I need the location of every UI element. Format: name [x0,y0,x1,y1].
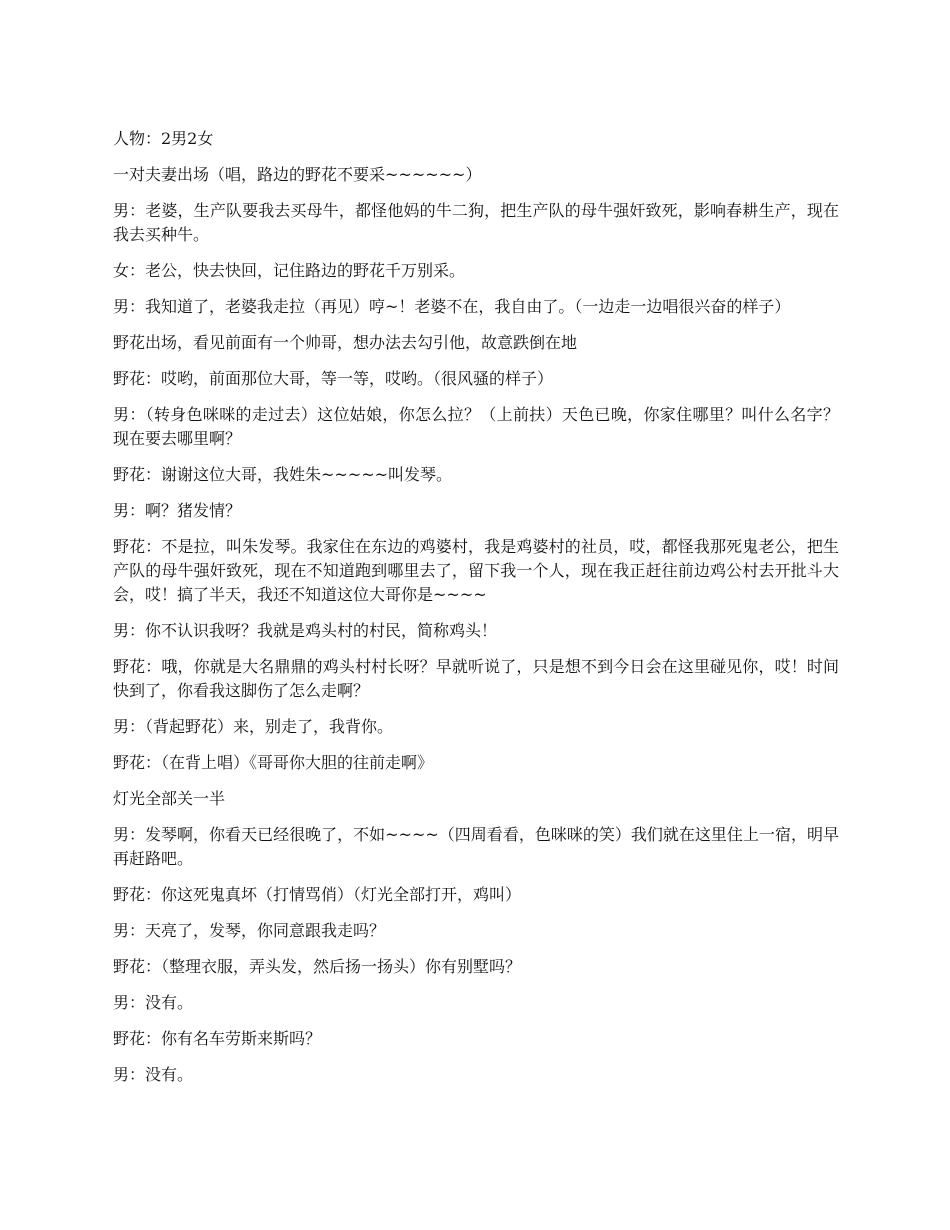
dialogue-line: 男：发琴啊，你看天已经很晚了，不如~~~~（四周看看，色咪咪的笑）我们就在这里住上一宿，明早再赶路吧。 [113,825,839,868]
dialogue-line: 野花：你这死鬼真坏（打情骂俏）（灯光全部打开，鸡叫） [113,885,522,904]
dialogue-line: 野花：（整理衣服，弄头发，然后扬一扬头）你有别墅吗？ [113,957,522,976]
dialogue-line: 男：没有。 [113,993,194,1012]
dialogue-line: 野花：谢谢这位大哥，我姓朱~~~~~叫发琴。 [113,465,453,484]
document-page [113,127,839,1099]
dialogue-line: 野花：（在背上唱）《哥哥你大胆的往前走啊》 [113,753,434,772]
stage-direction: 灯光全部关一半 [113,789,226,808]
dialogue-line: 男：没有。 [113,1065,194,1084]
dialogue-line: 男：（背起野花）来，别走了，我背你。 [113,717,394,736]
dialogue-line: 男：你不认识我呀？我就是鸡头村的村民，简称鸡头！ [113,621,498,640]
stage-direction: 一对夫妻出场（唱，路边的野花不要采~~~~~~） [113,165,482,184]
dialogue-line: 野花：哎哟，前面那位大哥，等一等，哎哟。（很风骚的样子） [113,369,554,388]
dialogue-line: 男：老婆，生产队要我去买母牛，都怪他妈的牛二狗，把生产队的母牛强奸致死，影响春耕生产，现在我去买种牛。 [113,201,839,244]
dialogue-line: 女：老公，快去快回，记住路边的野花千万别采。 [113,261,466,280]
cast-line: 人物：2男2女 [113,129,214,148]
dialogue-line: 野花：你有名车劳斯来斯吗？ [113,1029,322,1048]
dialogue-line: 野花：不是拉，叫朱发琴。我家住在东边的鸡婆村，我是鸡婆村的社员，哎，都怪我那死鬼老公，把生产队的母牛强奸致死，现在不知道跑到哪里去了，留下我一个人，现在我正赶往前边鸡公村去开批斗大会，哎！搞了半天，我还不知道这位大哥你是~~~~ [113,537,839,604]
dialogue-line: 野花：哦，你就是大名鼎鼎的鸡头村村长呀？早就听说了，只是想不到今日会在这里碰见你，哎！时间快到了，你看我这脚伤了怎么走啊？ [113,657,839,700]
dialogue-line: 男：我知道了，老婆我走拉（再见）哼~！老婆不在，我自由了。（一边走一边唱很兴奋的样子） [113,297,791,316]
dialogue-line: 男：啊？猪发情？ [113,501,242,520]
dialogue-line: 男：（转身色咪咪的走过去）这位姑娘，你怎么拉？（上前扶）天色已晚，你家住哪里？叫什么名字？现在要去哪里啊？ [113,405,839,448]
dialogue-line: 男：天亮了，发琴，你同意跟我走吗？ [113,921,386,940]
stage-direction: 野花出场，看见前面有一个帅哥，想办法去勾引他，故意跌倒在地 [113,333,578,352]
